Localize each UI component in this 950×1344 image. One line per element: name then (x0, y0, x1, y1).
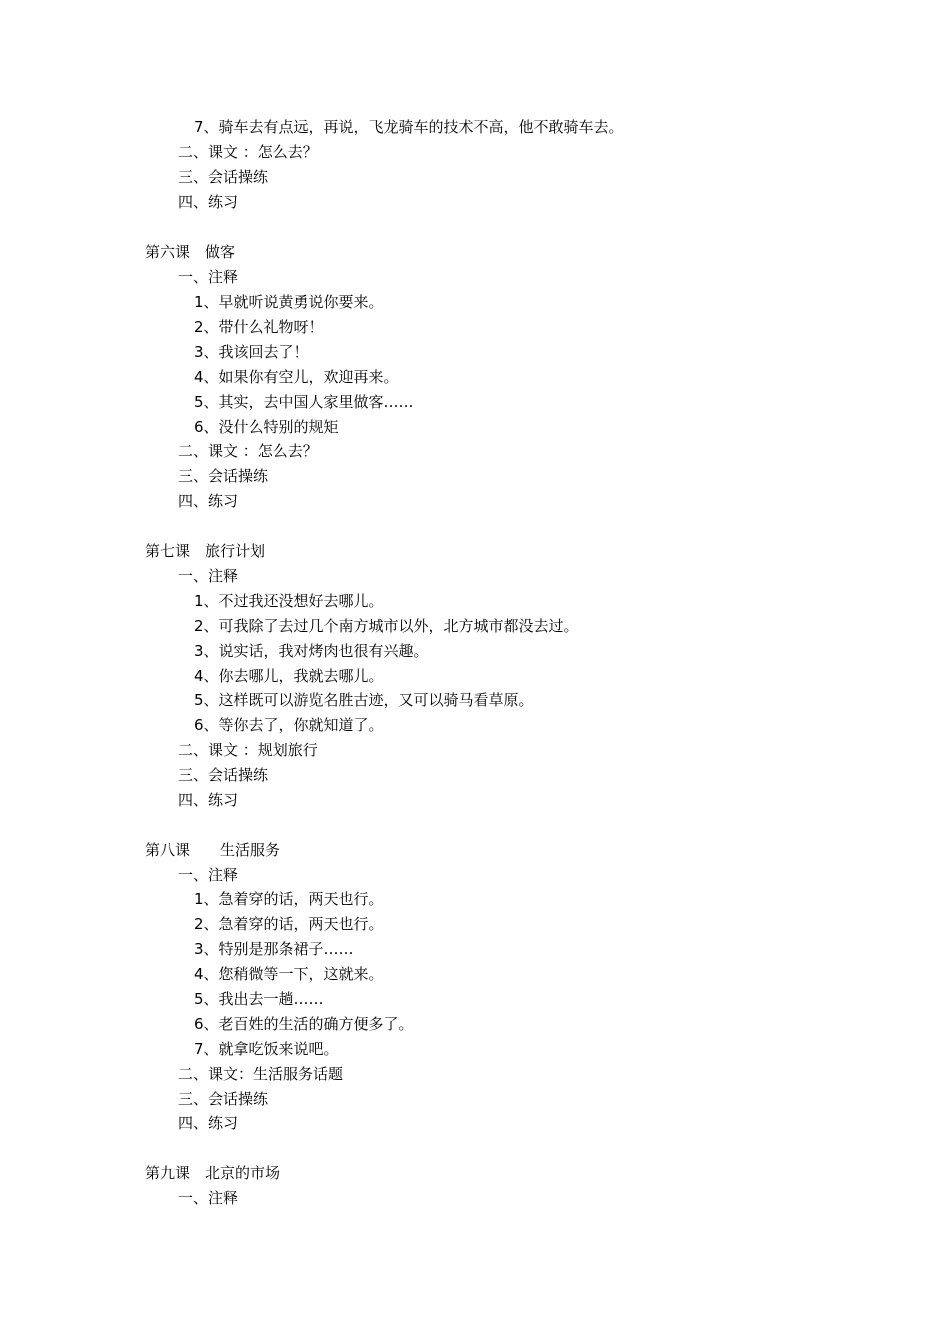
lesson6-note-6: 6、没什么特别的规矩 (194, 418, 339, 436)
lesson8-note-1: 1、急着穿的话，两天也行。 (194, 890, 384, 908)
lesson8-text-heading: 二、课文：生活服务话题 (178, 1065, 344, 1083)
lesson6-text-heading: 二、课文 ：怎么去？ (178, 442, 318, 460)
lesson8-note-5: 5、我出去一趟…… (194, 990, 324, 1008)
lesson7-text-heading: 二、课文 ：规划旅行 (178, 741, 318, 759)
lesson8-note-3: 3、特别是那条裙子…… (194, 940, 354, 958)
lesson7-note-5: 5、这样既可以游览名胜古迹，又可以骑马看草原。 (194, 691, 534, 709)
lesson8-exercise-heading: 四、练习 (178, 1114, 239, 1132)
lesson5-text-heading: 二、课文 ：怎么去？ (178, 143, 318, 161)
lesson6-note-3: 3、我该回去了！ (194, 343, 309, 361)
lesson7-note-6: 6、等你去了，你就知道了。 (194, 716, 384, 734)
lesson5-dialogue-heading: 三、会话操练 (178, 168, 269, 186)
lesson6-note-4: 4、如果你有空儿，欢迎再来。 (194, 368, 399, 386)
lesson8-note-4: 4、您稍微等一下，这就来。 (194, 965, 384, 983)
lesson8-notes-heading: 一、注释 (178, 866, 239, 884)
lesson7-dialogue-heading: 三、会话操练 (178, 766, 269, 784)
lesson6-note-5: 5、其实，去中国人家里做客…… (194, 393, 414, 411)
lesson9-notes-heading: 一、注释 (178, 1189, 239, 1207)
lesson8-note-6: 6、老百姓的生活的确方便多了。 (194, 1015, 414, 1033)
lesson8-note-2: 2、急着穿的话，两天也行。 (194, 915, 384, 933)
lesson7-exercise-heading: 四、练习 (178, 791, 239, 809)
lesson8-dialogue-heading: 三、会话操练 (178, 1090, 269, 1108)
lesson8-title: 第八课 生活服务 (145, 841, 281, 859)
lesson5-note-7: 7、骑车去有点远，再说，飞龙骑车的技术不高，他不敢骑车去。 (194, 118, 624, 136)
lesson7-note-2: 2、可我除了去过几个南方城市以外，北方城市都没去过。 (194, 617, 579, 635)
lesson6-notes-heading: 一、注释 (178, 268, 239, 286)
lesson8-note-7: 7、就拿吃饭来说吧。 (194, 1040, 339, 1058)
lesson6-dialogue-heading: 三、会话操练 (178, 467, 269, 485)
lesson7-note-1: 1、不过我还没想好去哪儿。 (194, 592, 384, 610)
lesson6-exercise-heading: 四、练习 (178, 492, 239, 510)
lesson6-title: 第六课 做客 (145, 243, 236, 261)
lesson7-note-4: 4、你去哪儿，我就去哪儿。 (194, 667, 384, 685)
lesson6-note-1: 1、早就听说黄勇说你要来。 (194, 293, 384, 311)
lesson7-notes-heading: 一、注释 (178, 567, 239, 585)
lesson6-note-2: 2、带什么礼物呀！ (194, 318, 324, 336)
lesson5-exercise-heading: 四、练习 (178, 193, 239, 211)
lesson7-title: 第七课 旅行计划 (145, 542, 266, 560)
lesson9-title: 第九课 北京的市场 (145, 1164, 281, 1182)
lesson7-note-3: 3、说实话，我对烤肉也很有兴趣。 (194, 642, 429, 660)
